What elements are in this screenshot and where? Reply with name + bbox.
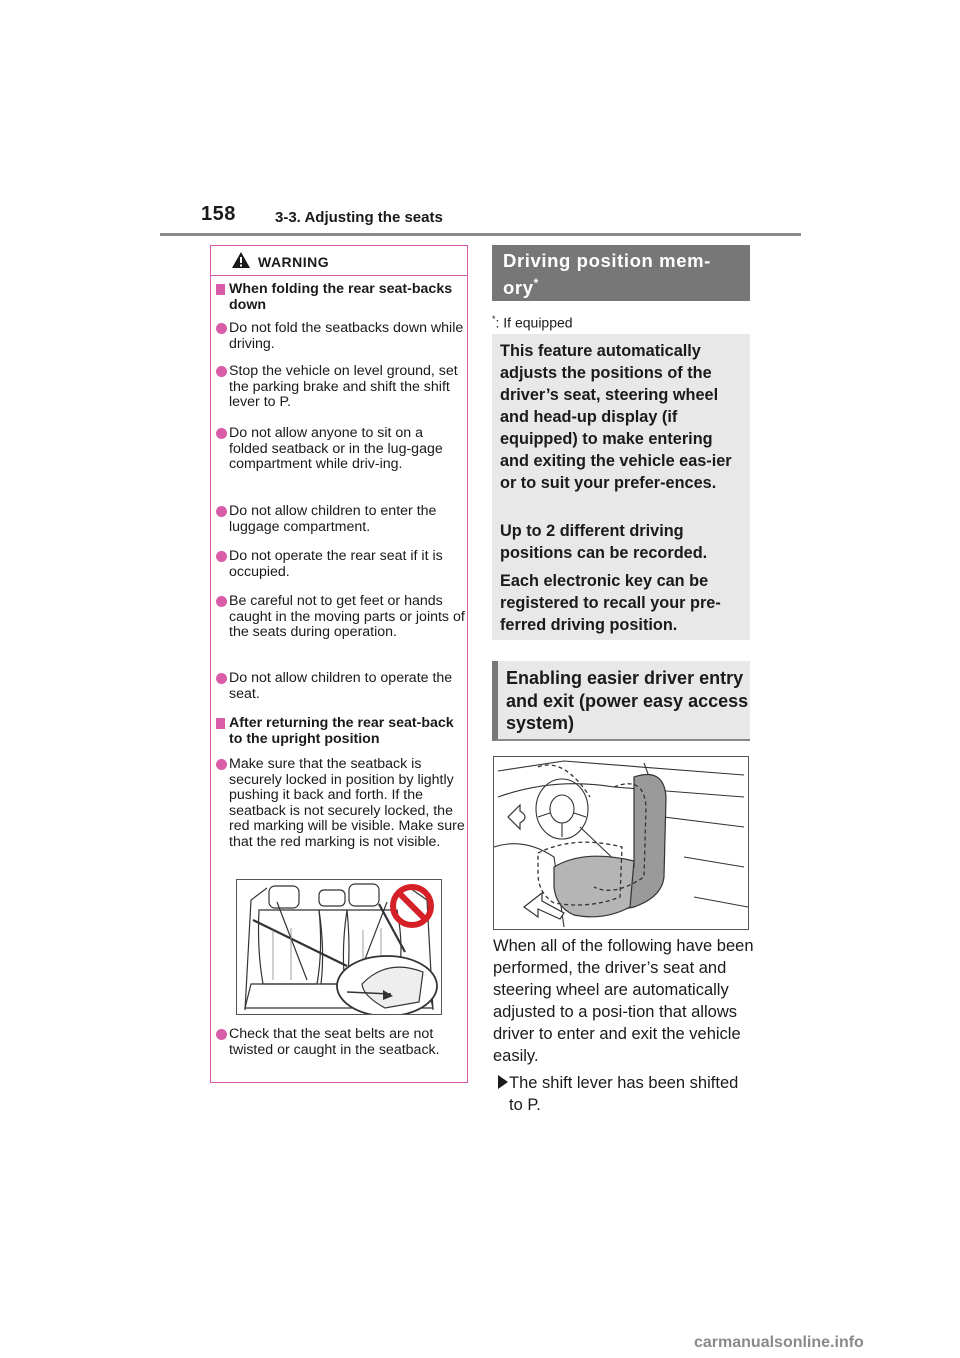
intro-paragraph: This feature automatically adjusts the positions of the driver’s seat, steering wheel and head-up display (if equipped) to make entering and exiting the vehicle eas-ier or to suit your prefer-ences. — [500, 342, 732, 492]
round-bullet-icon — [216, 596, 227, 607]
warning-title: WARNING — [258, 254, 330, 270]
header-rule — [160, 233, 801, 236]
easy-access-heading — [492, 661, 750, 741]
asterisk: * — [533, 276, 539, 290]
driving-position-memory-heading — [492, 245, 750, 301]
warning-header — [211, 246, 467, 276]
round-bullet-icon — [216, 551, 227, 562]
prohibition-icon — [389, 883, 435, 929]
heading-line-2: ory — [503, 277, 534, 299]
section-title: 3-3. Adjusting the seats — [275, 209, 443, 226]
round-bullet-icon — [216, 759, 227, 770]
easy-access-body: When all of the following have been performed, the driver’s seat and steering wheel are automatically adjusted to a posi-tion that allows driver to enter and exit the vehicle easily. — [493, 937, 754, 1065]
round-bullet-icon — [216, 366, 227, 377]
triangle-bullet-icon — [498, 1075, 508, 1089]
footnote — [492, 314, 573, 331]
round-bullet-icon — [216, 506, 227, 517]
intro-paragraph: Up to 2 different driving positions can be recorded. — [500, 522, 708, 562]
footnote-mark: * — [492, 314, 496, 324]
warning-triangle-icon — [231, 251, 251, 269]
easy-access-illustration — [493, 756, 749, 930]
watermark: carmanualsonline.info — [694, 1334, 864, 1351]
page-number: 158 — [201, 203, 236, 225]
square-bullet-icon — [216, 284, 225, 295]
easy-access-bullet-text: The shift lever has been shifted to P. — [509, 1074, 739, 1114]
heading-line-1: Driving position mem- — [503, 250, 711, 271]
intro-box — [492, 334, 750, 640]
round-bullet-icon — [216, 323, 227, 334]
round-bullet-icon — [216, 1029, 227, 1040]
round-bullet-icon — [216, 673, 227, 684]
intro-paragraph: Each electronic key can be registered to recall your pre-ferred driving position. — [500, 572, 721, 634]
square-bullet-icon — [216, 718, 225, 729]
driver-seat-drawing — [494, 757, 748, 929]
warning-box: WARNING When folding the rear seat-backs down Do not fold the seatbacks down while driving. Stop the vehicle on level ground, set the parking brake and shift the shift lever to P. Do not allow anyone to sit on a folded seatback or in the lug-gage compartment while driv-ing. Do not allow children to enter the luggage compartment. Do not operate the rear seat if it is occupied. Be careful not to get feet or hands caught in the moving parts or joints of the seats during operation. Do not allow children to operate the seat. After returning the rear seat-back to the upright position Make sure that the seatback is securely locked in position by lightly pushing it back and forth. If the seatback is not securely locked, the red marking will be visible. Make sure that the red marking is not visible. Check that the seat belts are not twisted or caught in the seatback. — [210, 245, 468, 1083]
round-bullet-icon — [216, 428, 227, 439]
seatback-illustration — [236, 879, 442, 1015]
footnote-text: : If equipped — [495, 314, 573, 331]
easy-access-heading-text: Enabling easier driver entry and exit (power easy access system) — [506, 668, 749, 733]
